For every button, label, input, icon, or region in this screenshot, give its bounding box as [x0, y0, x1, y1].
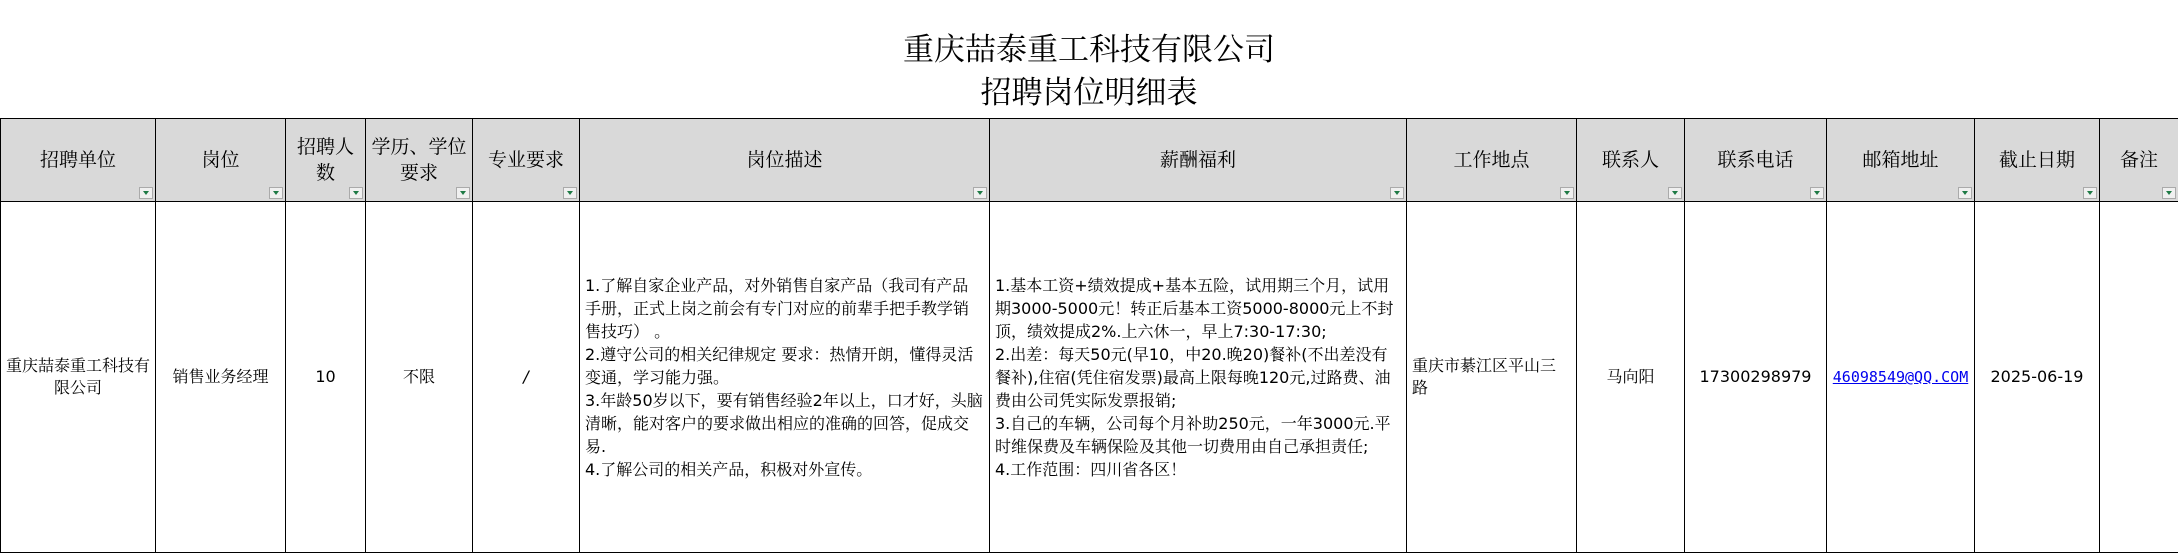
- header-salary: 薪酬福利: [990, 119, 1407, 202]
- header-row: [1, 119, 2178, 202]
- cell-location[interactable]: 重庆市綦江区平山三路: [1407, 202, 1577, 553]
- cell-salary[interactable]: [990, 202, 1407, 553]
- company-title: 重庆喆泰重工科技有限公司: [0, 30, 2178, 70]
- cell-remark[interactable]: [2100, 202, 2178, 553]
- filter-dropdown-icon[interactable]: [2162, 187, 2176, 199]
- header-education: 学历、学位要求: [366, 119, 473, 202]
- header-unit: 招聘单位: [1, 119, 156, 202]
- header-remark: 备注: [2100, 119, 2178, 202]
- salary-line: 3.自己的车辆，公司每个月补助250元，一年3000元.平时维保费及车辆保险及其他一切费用由自己承担责任;: [995, 412, 1401, 458]
- table-row: [1, 202, 2178, 553]
- filter-dropdown-icon[interactable]: [1560, 187, 1574, 199]
- description-line: 4.了解公司的相关产品，积极对外宣传。: [585, 458, 984, 481]
- cell-count[interactable]: 10: [286, 202, 366, 553]
- header-deadline: 截止日期: [1975, 119, 2100, 202]
- header-email: 邮箱地址: [1827, 119, 1975, 202]
- filter-dropdown-icon[interactable]: [563, 187, 577, 199]
- salary-line: 4.工作范围：四川省各区！: [995, 458, 1401, 481]
- cell-education[interactable]: 不限: [366, 202, 473, 553]
- header-location: 工作地点: [1407, 119, 1577, 202]
- cell-position[interactable]: 销售业务经理: [156, 202, 286, 553]
- filter-dropdown-icon[interactable]: [456, 187, 470, 199]
- email-link[interactable]: 46098549@QQ.COM: [1833, 368, 1968, 386]
- filter-dropdown-icon[interactable]: [2083, 187, 2097, 199]
- salary-line: 1.基本工资+绩效提成+基本五险，试用期三个月，试用期3000-5000元！转正后基本工资5000-8000元上不封顶，绩效提成2%.上六休一，早上7:30-17:30;: [995, 274, 1401, 343]
- filter-dropdown-icon[interactable]: [973, 187, 987, 199]
- description-line: 2.遵守公司的相关纪律规定 要求：热情开朗，懂得灵活变通，学习能力强。: [585, 343, 984, 389]
- cell-email[interactable]: [1827, 202, 1975, 553]
- filter-dropdown-icon[interactable]: [269, 187, 283, 199]
- filter-dropdown-icon[interactable]: [1958, 187, 1972, 199]
- cell-major[interactable]: /: [473, 202, 580, 553]
- cell-contact[interactable]: 马向阳: [1577, 202, 1685, 553]
- filter-dropdown-icon[interactable]: [139, 187, 153, 199]
- description-line: 1.了解自家企业产品，对外销售自家产品（我司有产品手册，正式上岗之前会有专门对应的前辈手把手教学销售技巧） 。: [585, 274, 984, 343]
- filter-dropdown-icon[interactable]: [349, 187, 363, 199]
- recruitment-table: [0, 118, 2178, 553]
- cell-deadline[interactable]: 2025-06-19: [1975, 202, 2100, 553]
- header-count: 招聘人数: [286, 119, 366, 202]
- cell-description[interactable]: [580, 202, 990, 553]
- filter-dropdown-icon[interactable]: [1668, 187, 1682, 199]
- header-description: 岗位描述: [580, 119, 990, 202]
- cell-unit[interactable]: 重庆喆泰重工科技有限公司: [1, 202, 156, 553]
- salary-line: 2.出差：每天50元(早10，中20.晚20)餐补(不出差没有餐补),住宿(凭住宿发票)最高上限每晚120元,过路费、油费由公司凭实际发票报销;: [995, 343, 1401, 412]
- sheet-subtitle: 招聘岗位明细表: [0, 73, 2178, 113]
- filter-dropdown-icon[interactable]: [1390, 187, 1404, 199]
- header-major: 专业要求: [473, 119, 580, 202]
- cell-phone[interactable]: 17300298979: [1685, 202, 1827, 553]
- header-contact: 联系人: [1577, 119, 1685, 202]
- header-position: 岗位: [156, 119, 286, 202]
- description-line: 3.年龄50岁以下，要有销售经验2年以上，口才好，头脑清晰，能对客户的要求做出相应的准确的回答，促成交易.: [585, 389, 984, 458]
- title-area: [0, 0, 2178, 118]
- filter-dropdown-icon[interactable]: [1810, 187, 1824, 199]
- header-phone: 联系电话: [1685, 119, 1827, 202]
